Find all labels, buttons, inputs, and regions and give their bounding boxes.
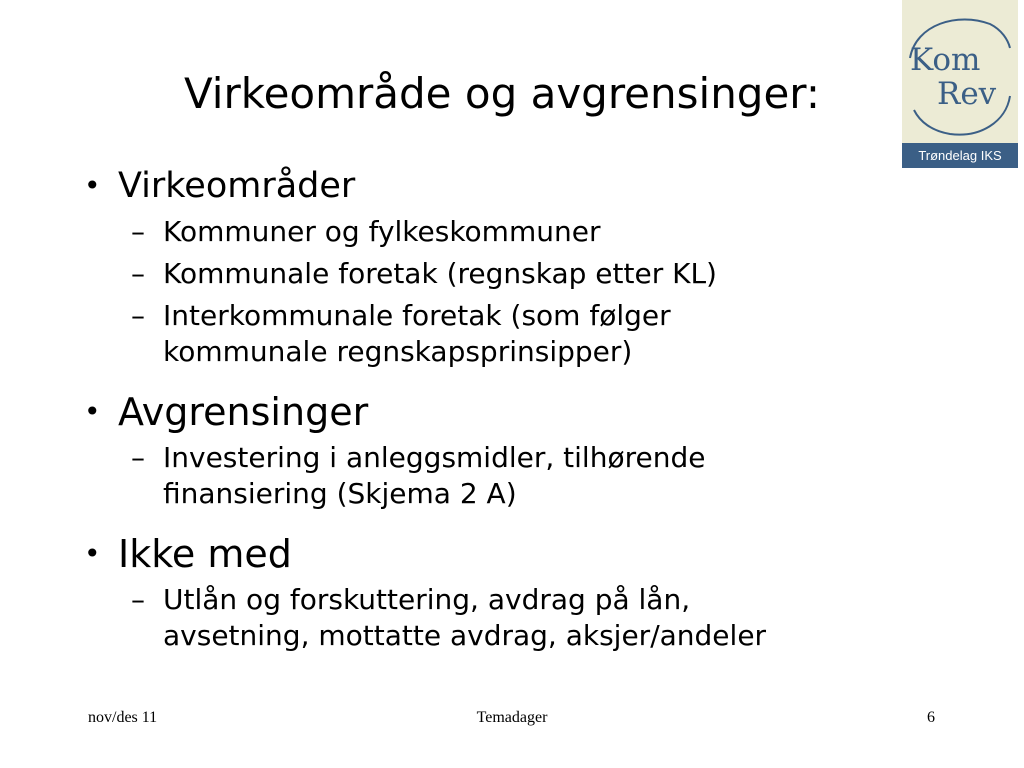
- komrev-logo: [902, 0, 1018, 168]
- bullet-list: [84, 160, 964, 666]
- logo-band: Trøndelag IKS: [902, 143, 1018, 168]
- logo-rev-text: Rev: [937, 76, 997, 112]
- dash-icon: –: [131, 583, 145, 616]
- sub-bullet-item: [118, 256, 964, 292]
- sub-bullet-text: Kommunale foretak (regnskap etter KL): [163, 257, 717, 290]
- sub-bullet-text: Interkommunale foretak (som følger: [163, 299, 671, 332]
- sub-bullet-item: [118, 298, 964, 370]
- sub-bullet-list: [118, 582, 964, 666]
- page-number: 6: [927, 709, 935, 726]
- dash-icon: –: [131, 299, 145, 332]
- sub-bullet-item: [118, 582, 964, 654]
- sub-bullet-item: [118, 214, 964, 250]
- sub-bullet-text: finansiering (Skjema 2 A): [163, 477, 517, 510]
- dash-icon: –: [131, 257, 145, 290]
- sub-bullet-list: [118, 214, 964, 382]
- sub-bullet-text: Kommuner og fylkeskommuner: [163, 215, 601, 248]
- sub-bullet-text: kommunale regnskapsprinsipper): [163, 335, 633, 368]
- dash-icon: –: [131, 441, 145, 474]
- bullet-item: [84, 528, 964, 666]
- bullet-dot-icon: •: [84, 169, 101, 202]
- logo-kom-text: Kom: [910, 42, 981, 78]
- bullet-heading: Avgrensinger: [118, 390, 369, 434]
- sub-bullet-text: avsetning, mottatte avdrag, aksjer/andeler: [163, 619, 767, 652]
- bullet-heading: Ikke med: [118, 532, 292, 576]
- bullet-item: [84, 386, 964, 524]
- sub-bullet-text: Investering i anleggsmidler, tilhørende: [163, 441, 706, 474]
- footer-title: Temadager: [476, 709, 548, 726]
- sub-bullet-list: [118, 440, 964, 524]
- bullet-heading: Virkeområder: [118, 166, 356, 206]
- bullet-item: [84, 160, 964, 382]
- sub-bullet-text: Utlån og forskuttering, avdrag på lån,: [163, 583, 691, 616]
- footer-date: nov/des 11: [88, 709, 158, 726]
- slide-title: Virkeområde og avgrensinger:: [184, 69, 820, 118]
- bullet-dot-icon: •: [84, 537, 101, 570]
- sub-bullet-item: [118, 440, 964, 512]
- bullet-dot-icon: •: [84, 395, 101, 428]
- dash-icon: –: [131, 215, 145, 248]
